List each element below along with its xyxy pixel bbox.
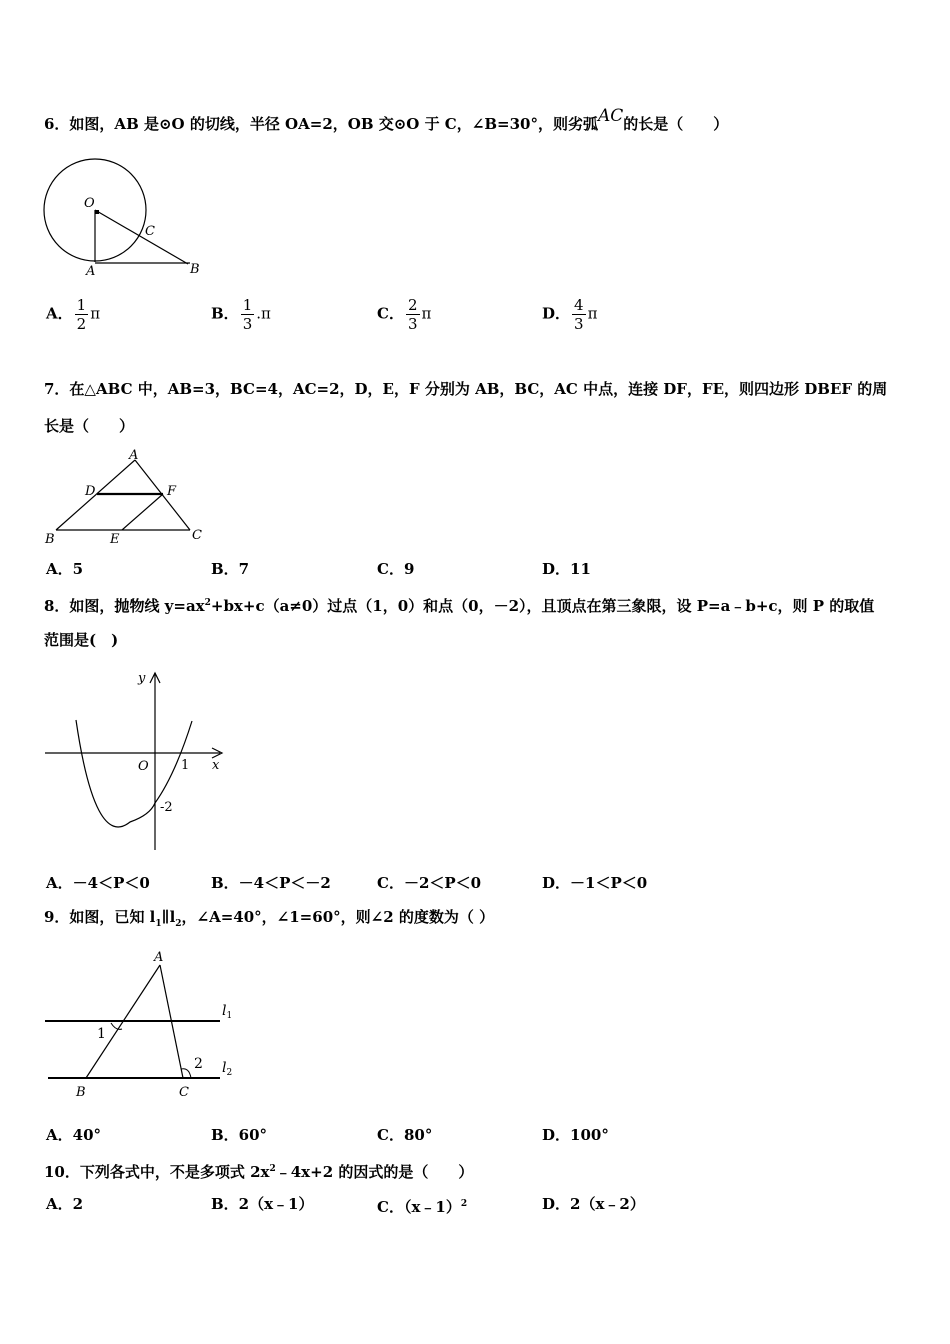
label-a: A [154,950,164,965]
label-d: D [85,484,96,499]
label-y: y [138,671,146,686]
label-l1: $l_1$ [222,1003,233,1021]
question-9-stem: 9．如图，已知 $l_1\parallel l_2$，∠A=40°，∠1=60°，则∠2 的度数为（ ） [44,908,495,929]
q6-option-c[interactable]: C． $\frac{2}{3}$ π [377,296,432,333]
q9-option-a[interactable]: A．40° [46,1126,102,1144]
q10-option-a[interactable]: A．2 [46,1195,84,1213]
label-b: B [190,262,200,277]
q10-option-c[interactable]: C．（x﹣1）$^2$ [377,1198,468,1216]
question-8-stem-line1: 8．如图，抛物线 $y=ax^2+bx+c(a\ne 0)$过点（1，0）和点（0，－2），且顶点在第三象限，设 P=a﹣b+c，则 P 的取值 [44,597,875,615]
question-10-stem: 10．下列各式中，不是多项式 $2x^2﹣4x+2$ 的因式的是（ ） [44,1163,474,1181]
label-x: x [212,758,220,773]
q8-option-c[interactable]: C．－2＜P＜0 [377,874,482,892]
right-angle-mark [95,210,99,214]
label-neg2: -2 [160,800,173,815]
q8-option-d[interactable]: D．－1＜P＜0 [542,874,648,892]
q9-option-d[interactable]: D．100° [542,1126,609,1144]
arc-ac-label: AC [597,106,624,126]
question-7-stem-line1: 7．在△ABC 中，AB=3，BC=4，AC=2，D，E，F 分别为 AB，BC，AC 中点，连接 DF，FE，则四边形 DBEF 的周 [44,380,888,398]
label-2: 2 [194,1056,203,1072]
q6-option-b[interactable]: B． $\frac{1}{3}$ .π [211,296,271,333]
q10-option-b[interactable]: B．2（x﹣1） [211,1195,314,1213]
label-one: 1 [181,758,190,773]
label-a: A [129,448,139,463]
q7-option-b[interactable]: B．7 [211,560,250,578]
q7-option-c[interactable]: C．9 [377,560,415,578]
segment-fe [122,494,163,530]
q7-option-d[interactable]: D．11 [542,560,591,578]
label-c: C [192,528,202,543]
label-f: F [167,484,177,499]
question-7-stem-line2: 长是（ ） [44,417,135,435]
label-b: B [76,1085,86,1100]
q8-option-a[interactable]: A．－4＜P＜0 [46,874,150,892]
segment-ob [95,210,188,264]
label-origin: O [138,759,149,774]
q10-option-d[interactable]: D．2（x﹣2） [542,1195,645,1213]
q8-figure [40,665,240,855]
parabola [76,720,192,827]
label-c: C [145,224,155,239]
label-l2: $l_2$ [222,1060,233,1078]
label-o: O [84,196,95,211]
question-8-stem-line2: 范围是( ) [44,631,119,649]
q6-figure [40,155,210,280]
q9-figure [40,945,240,1105]
label-a: A [86,264,96,279]
q9-option-c[interactable]: C．80° [377,1126,433,1144]
label-1: 1 [97,1026,106,1042]
q9-option-b[interactable]: B．60° [211,1126,268,1144]
q8-option-b[interactable]: B．－4＜P＜－2 [211,874,331,892]
q7-option-a[interactable]: A．5 [46,560,84,578]
label-b: B [45,532,55,547]
label-e: E [110,532,120,547]
label-c: C [179,1085,189,1100]
q6-option-d[interactable]: D． $\frac{4}{3}$ π [542,296,598,333]
q6-option-a[interactable]: A． $\frac{1}{2}$ π [46,296,101,333]
q7-figure [40,445,220,550]
question-6-stem: 6．如图，AB 是⊙O 的切线，半径 OA=2，OB 交⊙O 于 C，∠B=30°，则劣弧AC的长是（ ） [44,106,729,133]
